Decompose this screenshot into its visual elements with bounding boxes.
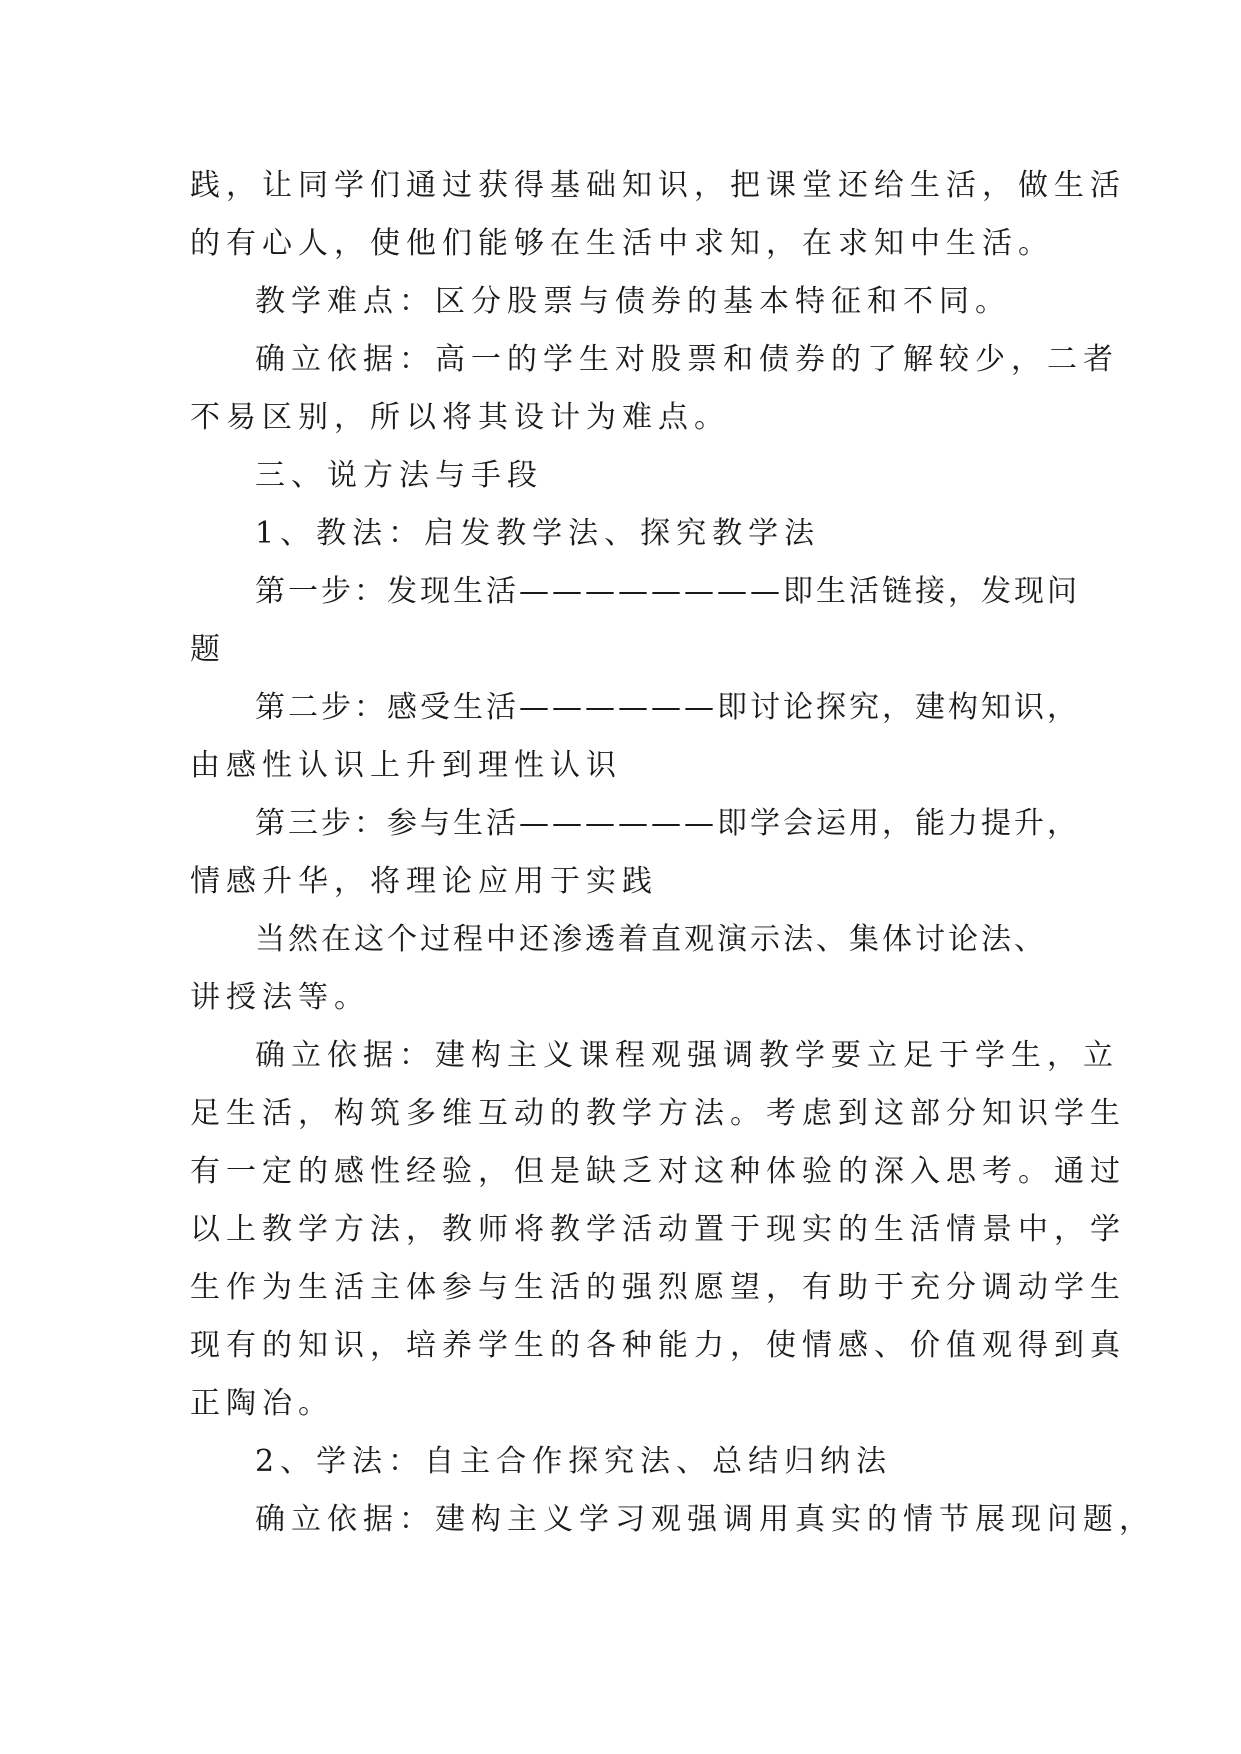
text-line: 生作为生活主体参与生活的强烈愿望，有助于充分调动学生 (190, 1270, 1126, 1305)
text-line: 1、教法：启发教学法、探究教学法 (255, 516, 821, 551)
text-line: 足生活，构筑多维互动的教学方法。考虑到这部分知识学生 (190, 1096, 1126, 1131)
text-line: 讲授法等。 (190, 980, 370, 1015)
text-line: 第二步：感受生活——————即讨论探究，建构知识， (255, 690, 1080, 725)
section-heading: 三、说方法与手段 (255, 458, 543, 493)
text-line: 由感性认识上升到理性认识 (190, 748, 622, 783)
text-line: 践，让同学们通过获得基础知识，把课堂还给生活，做生活 (190, 168, 1126, 203)
text-line: 题 (190, 632, 226, 667)
text-line: 2、学法：自主合作探究法、总结归纳法 (255, 1444, 893, 1479)
text-line: 以上教学方法，教师将教学活动置于现实的生活情景中，学 (190, 1212, 1126, 1247)
text-line: 第三步：参与生活——————即学会运用，能力提升， (255, 806, 1080, 841)
text-line: 有一定的感性经验，但是缺乏对这种体验的深入思考。通过 (190, 1154, 1126, 1189)
text-line: 正陶冶。 (190, 1386, 334, 1421)
text-line: 现有的知识，培养学生的各种能力，使情感、价值观得到真 (190, 1328, 1126, 1363)
text-line: 情感升华，将理论应用于实践 (190, 864, 658, 899)
text-line: 当然在这个过程中还渗透着直观演示法、集体讨论法、 (255, 922, 1047, 957)
text-line: 确立依据：高一的学生对股票和债券的了解较少，二者 (255, 342, 1119, 377)
text-line: 第一步：发现生活————————即生活链接，发现问 (255, 574, 1080, 609)
text-line: 确立依据：建构主义课程观强调教学要立足于学生，立 (255, 1038, 1119, 1073)
text-line: 确立依据：建构主义学习观强调用真实的情节展现问题， (255, 1502, 1155, 1537)
text-line: 的有心人，使他们能够在生活中求知，在求知中生活。 (190, 226, 1054, 261)
text-line: 不易区别，所以将其设计为难点。 (190, 400, 730, 435)
text-line: 教学难点：区分股票与债券的基本特征和不同。 (255, 284, 1011, 319)
